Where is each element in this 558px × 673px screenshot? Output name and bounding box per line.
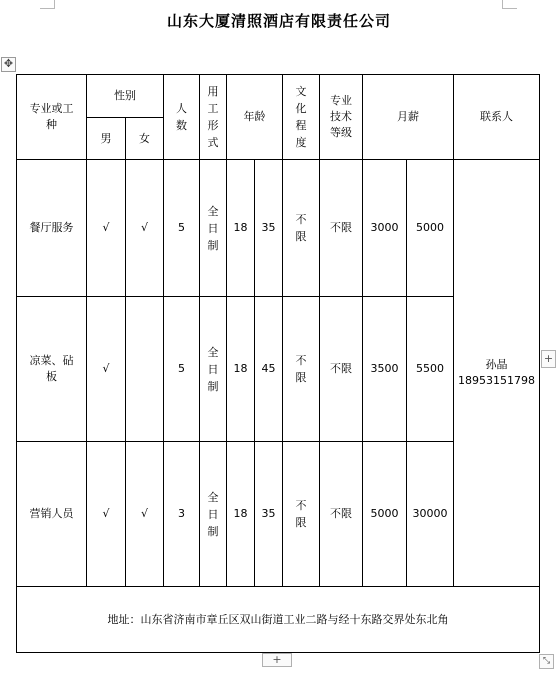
cell-female: [126, 297, 164, 442]
cell-position: 餐厅服务: [17, 160, 87, 297]
header-age: 年龄: [227, 75, 283, 160]
header-position: 专业或工种: [17, 75, 87, 160]
header-contact: 联系人: [454, 75, 540, 160]
cell-employment: 全日制: [200, 297, 227, 442]
add-row-icon[interactable]: +: [262, 653, 292, 667]
cell-count: 3: [164, 442, 200, 587]
table-resize-icon[interactable]: ⤡: [539, 654, 554, 669]
header-employment: 用工形式: [200, 75, 227, 160]
cell-employment: 全日制: [200, 160, 227, 297]
cell-skill: 不限: [320, 442, 363, 587]
cell-education: 不限: [283, 442, 320, 587]
cell-salary-min: 5000: [363, 442, 407, 587]
recruitment-table: [16, 74, 540, 653]
document-title: 山东大厦清照酒店有限责任公司: [166, 12, 391, 30]
contact-name: 孙晶: [485, 358, 508, 371]
header-skill: 专业技术等级: [320, 75, 363, 160]
cell-count: 5: [164, 160, 200, 297]
cell-age-min: 18: [227, 297, 255, 442]
cell-salary-max: 30000: [407, 442, 454, 587]
header-female: 女: [126, 118, 164, 160]
cell-salary-min: 3500: [363, 297, 407, 442]
cell-skill: 不限: [320, 297, 363, 442]
table-row: [17, 160, 540, 297]
header-salary: 月薪: [363, 75, 454, 160]
page-corner-mark-right: [502, 0, 517, 9]
cell-education: 不限: [283, 160, 320, 297]
cell-male: √: [87, 442, 126, 587]
cell-employment: 全日制: [200, 442, 227, 587]
contact-phone: 18953151798: [458, 374, 535, 387]
cell-female: √: [126, 442, 164, 587]
cell-male: √: [87, 297, 126, 442]
cell-salary-min: 3000: [363, 160, 407, 297]
address-cell: 地址：山东省济南市章丘区双山街道工业二路与经十东路交界处东北角: [17, 587, 540, 653]
cell-salary-max: 5000: [407, 160, 454, 297]
cell-age-min: 18: [227, 160, 255, 297]
header-education: 文化程度: [283, 75, 320, 160]
cell-age-max: 35: [255, 442, 283, 587]
cell-age-min: 18: [227, 442, 255, 587]
cell-position: 凉菜、砧板: [17, 297, 87, 442]
cell-age-max: 35: [255, 160, 283, 297]
cell-skill: 不限: [320, 160, 363, 297]
header-male: 男: [87, 118, 126, 160]
cell-female: √: [126, 160, 164, 297]
cell-count: 5: [164, 297, 200, 442]
cell-male: √: [87, 160, 126, 297]
cell-salary-max: 5500: [407, 297, 454, 442]
cell-age-max: 45: [255, 297, 283, 442]
page-corner-mark-left: [40, 0, 55, 9]
header-count: 人数: [164, 75, 200, 160]
table-move-handle-icon[interactable]: ✥: [1, 57, 16, 72]
header-gender: 性别: [87, 75, 164, 118]
cell-position: 营销人员: [17, 442, 87, 587]
add-column-icon[interactable]: +: [541, 350, 556, 368]
cell-education: 不限: [283, 297, 320, 442]
cell-contact: [454, 160, 540, 587]
